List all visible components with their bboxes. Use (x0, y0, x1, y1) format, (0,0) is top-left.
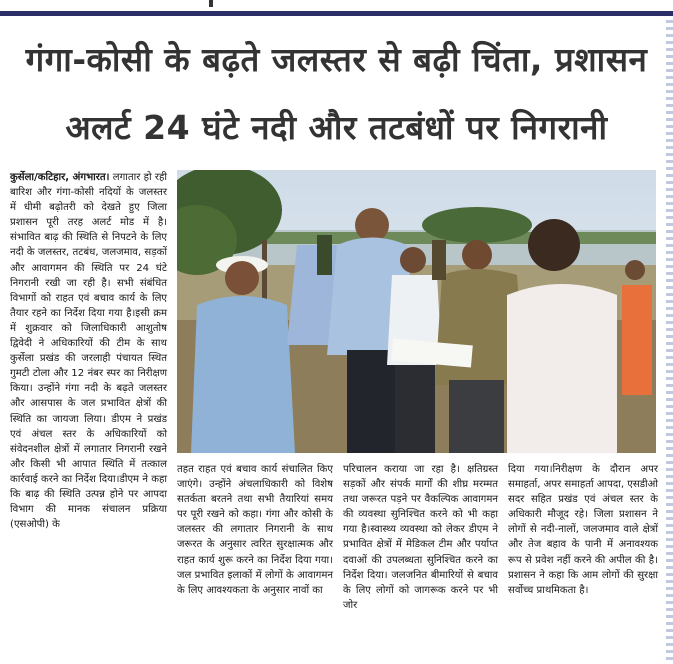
page-top-bar (0, 0, 673, 20)
news-photo (177, 170, 656, 453)
photo-officials-inspecting-river (177, 170, 656, 453)
headline-line-2: अलर्ट 24 घंटे नदी और तटबंधों पर निगरानी (65, 108, 608, 147)
dateline: कुर्सेला/कटिहार, अंगभारत। (10, 172, 110, 183)
column-1-text: लगातार हो रही बारिश और गंगा-कोसी नदियों के जलस्तर में धीमी बढ़ोतरी को देखते हुए जिला प्रशासन पूरी तरह अलर्ट मोड में है। संभावित बाढ़ की स्थिति से निपटने के लिए नदी के जलस्तर, तटबंध, जलजमाव, सड़कों और आवागमन की स्थिति पर 24 घंटे निगरानी रखी जा रही है। सभी संबंधित विभागों को राहत एवं बचाव कार्य के लिए तैयार रहने का निर्देश दिया गया है।इसी क्रम में शुक्रवार को जिलाधिकारी आशुतोष द्विवेदी ने अधिकारियों की टीम के साथ कुर्सेला प्रखंड की जरलाही पंचायत स्थित गुमटी टोला और 12 नंबर स्पर का निरीक्षण किया। उन्होंने गंगा नदी के बढ़ते जलस्तर और आसपास के जल प्रभावित क्षेत्रों की स्थिति का जायजा लिया। डीएम ने प्रखंड एवं अंचल स्तर के अधिकारियों को संवेदनशील क्षेत्रों में लगातार निगरानी रखने और किसी भी आपात स्थिति में तत्काल कार्रवाई करने का निर्देश दिया।डीएम ने कहा कि बाढ़ की स्थिति उत्पन्न होने पर आपदा विभाग की मानक संचालन प्रक्रिया (एसओपी) के (10, 172, 167, 531)
article-column-3: परिचालन कराया जा रहा है। क्षतिग्रस्त सड़कों और संपर्क मार्गों की शीघ्र मरम्मत तथा जरूरत पड़ने पर वैकल्पिक आवागमन की व्यवस्था सुनिश्चित करने को भी कहा गया है।स्वास्थ्य व्यवस्था को लेकर डीएम ने प्रभावित क्षेत्रों में मेडिकल टीम और पर्याप्त दवाओं की उपलब्धता सुनिश्चित करने का निर्देश दिया। जलजनित बीमारियों से बचाव के लिए लोगों को जागरूक करने पर भी जोर (343, 464, 498, 611)
article-column-2: तहत राहत एवं बचाव कार्य संचालित किए जाएंगे। उन्होंने अंचलाधिकारी को विशेष सतर्कता बरतने तथा सभी तैयारियां समय पर पूरी रखने को कहा। गंगा और कोसी के जलस्तर की लगातार निगरानी के साथ जरूरत के अनुसार त्वरित सुरक्षात्मक और राहत कार्य शुरू करने का निर्देश दिया गया।जल प्रभावित इलाकों में लोगों के आवागमन के लिए आवश्यकता के अनुसार नावों का (177, 464, 333, 596)
article-column-1 (10, 170, 167, 532)
masthead-fragment (209, 0, 213, 7)
top-rule (0, 11, 673, 16)
article-column-4: दिया गया।निरीक्षण के दौरान अपर समाहर्ता, अपर समाहर्ता आपदा, एसडीओ सदर सहित प्रखंड एवं अंचल स्तर के अधिकारी मौजूद रहे। जिला प्रशासन ने लोगों से नदी-नालों, जलजमाव वाले क्षेत्रों और तेज बहाव के पानी में अनावश्यक रूप से प्रवेश नहीं करने की अपील की है। प्रशासन ने कहा कि आम लोगों की सुरक्षा सर्वोच्च प्राथमिकता है। (508, 464, 658, 596)
headline-line-1: गंगा-कोसी के बढ़ते जलस्तर से बढ़ी चिंता, प्रशासन (25, 40, 648, 79)
